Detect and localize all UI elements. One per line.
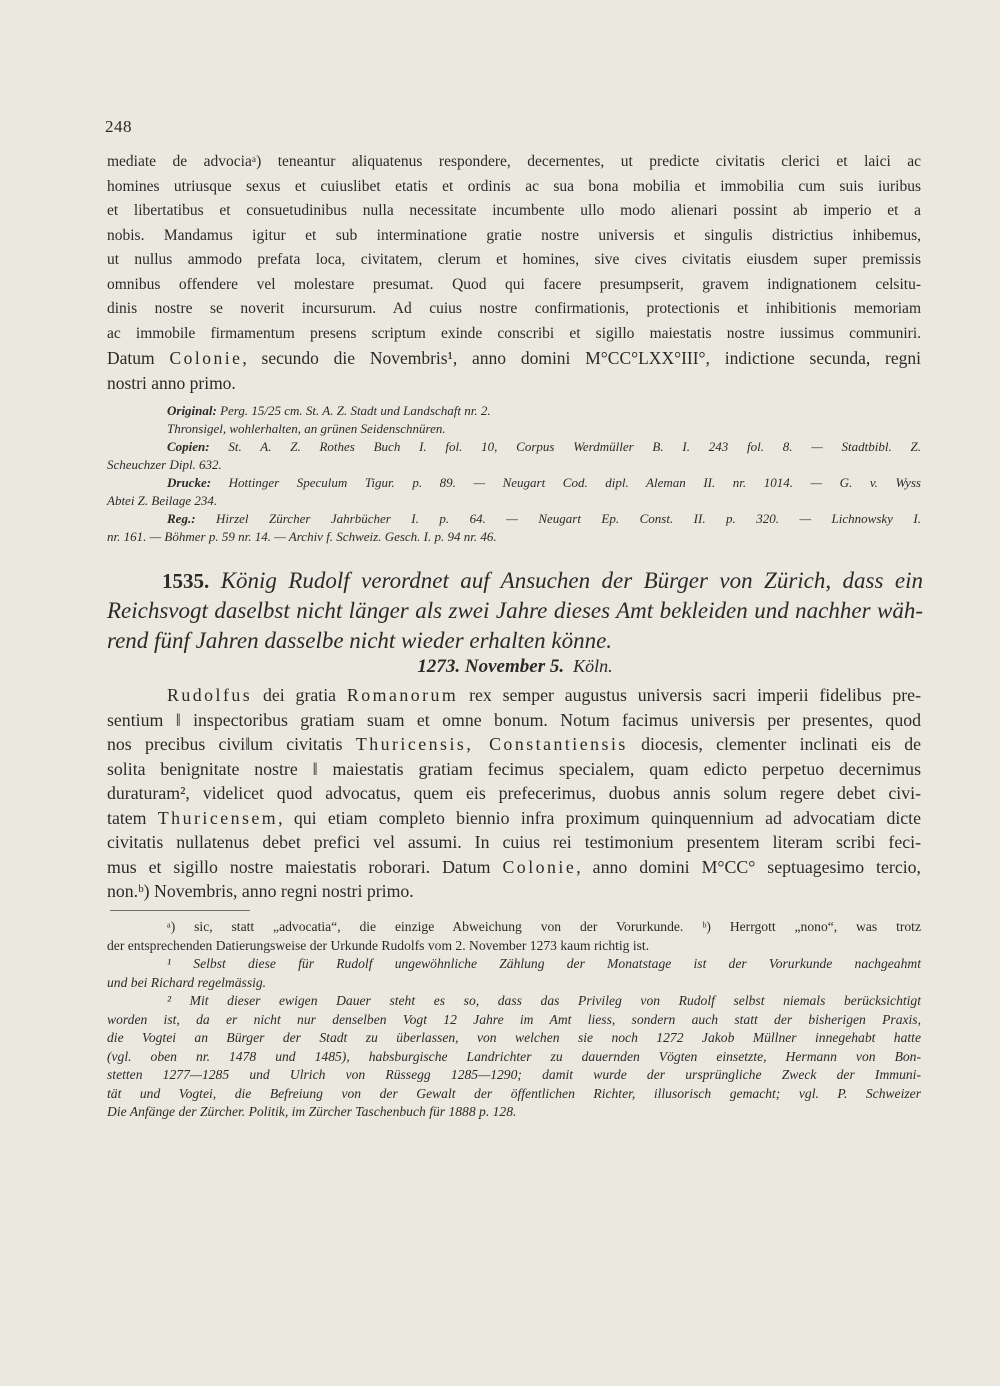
footnote-line: die Vogtei an Bürger der Stadt zu überlassen, von welchen sie noch 1272 Jakob Müllner innegehabt hatte — [107, 1030, 921, 1045]
source-entry: Reg.: Hirzel Zürcher Jahrbücher I. p. 64. — Neugart Ep. Const. II. p. 320. — Lichnowsky I. — [167, 511, 921, 526]
footnote-line: Die Anfänge der Zürcher. Politik, im Zürcher Taschenbuch für 1888 p. 128. — [107, 1104, 517, 1119]
text-line: non.ᵇ) Novembris, anno regni nostri primo. — [107, 881, 414, 901]
heading-line: rend fünf Jahren dasselbe nicht wieder erhalten könne. — [107, 628, 613, 653]
heading-line: Reichsvogt daselbst nicht länger als zwei Jahre dieses Amt bekleiden und nachher wäh- — [107, 598, 923, 623]
footnote-line: ᵃ) sic, statt „advocatia“, die einzige Abweichung von der Vorurkunde. ᵇ) Herrgott „nono“, was trotz — [167, 919, 921, 934]
source-entry: nr. 161. — Böhmer p. 59 nr. 14. — Archiv f. Schweiz. Gesch. I. p. 94 nr. 46. — [107, 529, 497, 544]
footnote-line: stetten 1277—1285 und Ulrich von Rüssegg 1285—1290; damit wurde der ursprüngliche Zweck der Immuni- — [107, 1067, 921, 1082]
source-entry: Drucke: Hottinger Speculum Tigur. p. 89. — Neugart Cod. dipl. Aleman II. nr. 1014. — G. v. Wyss — [167, 475, 921, 490]
footnote-divider — [110, 910, 250, 911]
text-line: sentium ‖ inspectoribus gratiam suam et omne bonum. Notum facimus universis per presentes, quod — [107, 709, 921, 730]
charter-continuation-paragraph — [107, 150, 921, 395]
text-line: ac immobile firmamentum presens scriptum exinde conscribi et sigillo maiestatis nostre iussimus communiri. — [107, 324, 921, 342]
charter-text — [107, 683, 921, 904]
text-line: nos precibus civi‖um civitatis Thuricensis, Constantiensis diocesis, clementer inclinati eis de — [107, 734, 921, 754]
footnote-line: ¹ Selbst diese für Rudolf ungewöhnliche Zählung der Monatstage ist der Vorurkunde nachgeahmt — [167, 956, 921, 971]
source-entry: Copien: St. A. Z. Rothes Buch I. fol. 10, Corpus Werdmüller B. I. 243 fol. 8. — Stadtbibl. Z. — [167, 439, 921, 454]
date: 1273. November 5. — [417, 656, 565, 677]
footnotes — [107, 918, 921, 1122]
text-line: omnibus offendere vel molestare presumat. Quod qui facere presumpserit, gravem indignationem celsitu- — [107, 275, 921, 293]
footnote-line: der entsprechenden Datierungsweise der Urkunde Rudolfs vom 2. November 1273 kaum richtig ist. — [107, 937, 650, 953]
text-line: mus et sigillo nostre maiestatis roborari. Datum Colonie, anno domini M°CC° septuagesimo tercio, — [107, 856, 921, 877]
source-entry: Scheuchzer Dipl. 632. — [107, 457, 222, 472]
source-entry: Original: Perg. 15/25 cm. St. A. Z. Stadt und Landschaft nr. 2. — [167, 403, 491, 418]
footnote-line: worden ist, da er nicht nur denselben Vogt 12 Jahre im Amt liess, sondern auch statt der bisherigen Praxis, — [107, 1011, 921, 1027]
footnote-line: (vgl. oben nr. 1478 und 1485), habsburgische Landrichter zu dauernden Vögten einsetzte, Hermann von Bon- — [107, 1048, 921, 1064]
text-line: nostri anno primo. — [107, 372, 236, 393]
text-line: ut nullus ammodo prefata loca, civitatem, clerum et homines, sive cives civitatis eiusdem super premissis — [107, 251, 921, 268]
text-line: nobis. Mandamus igitur et sub interminatione gratie nostre universis et singulis districtius inhibemus, — [107, 226, 921, 244]
heading-line: 1535. König Rudolf verordnet auf Ansuchen der Bürger von Zürich, dass ein — [162, 568, 923, 593]
footnote-line: und bei Richard regelmässig. — [107, 974, 267, 990]
datum-line: Datum Colonie, secundo die Novembris¹, anno domini M°CC°LXX°III°, indictione secunda, regni — [107, 348, 921, 368]
text-line: et libertatibus et consuetudinibus nulla necessitate incumbente ullo modo alienari possint ab imperio et a — [107, 202, 921, 219]
source-entry: Thronsigel, wohlerhalten, an grünen Seidenschnüren. — [167, 421, 446, 436]
text-line: dinis nostre se noverit incursurum. Ad cuius nostre confirmationis, protectionis et inhibitionis memoriam — [107, 300, 921, 317]
source-notes — [107, 402, 921, 546]
text-line: mediate de advociaᵃ) teneantur aliquatenus respondere, decernentes, ut predicte civitatis clerici et laici ac — [107, 153, 921, 170]
page-number: 248 — [105, 117, 132, 136]
text-line: homines utriusque sexus et cuiuslibet etatis et ordinis ac sua bona mobilia et immobilia cum suis iuribus — [107, 177, 921, 195]
dateline — [107, 656, 923, 678]
place-name: Colonie — [169, 348, 243, 368]
text-line: solita benignitate nostre ‖ maiestatis gratiam fecimus specialem, quam edicto perpetuo decernimus — [107, 758, 921, 779]
place: Köln. — [573, 656, 613, 676]
footnote-line: ² Mit dieser ewigen Dauer steht es so, dass das Privileg von Rudolf selbst niemals berücksichtigt — [167, 993, 921, 1008]
text-line: civitatis nullatenus debet prefici vel assumi. In cuius rei testimonium presentem literam scribi feci- — [107, 832, 921, 852]
document-number: 1535. — [162, 569, 210, 593]
text-line: duraturam², videlicet quod advocatus, quem eis prefecerimus, duobus annis solum regere debet civi- — [107, 783, 921, 803]
text-line: Rudolfus dei gratia Romanorum rex semper augustus universis sacri imperii fidelibus pre- — [167, 685, 921, 705]
text-line: tatem Thuricensem, qui etiam completo biennio infra proximum quinquennium ad advocatiam dicte — [107, 807, 921, 828]
source-entry: Abtei Z. Beilage 234. — [107, 493, 218, 508]
document-heading — [107, 566, 923, 656]
footnote-line: tät und Vogtei, die Befreiung von der Gewalt der öffentlichen Richter, illusorisch gemacht; vgl. P. Schweizer — [107, 1085, 921, 1101]
